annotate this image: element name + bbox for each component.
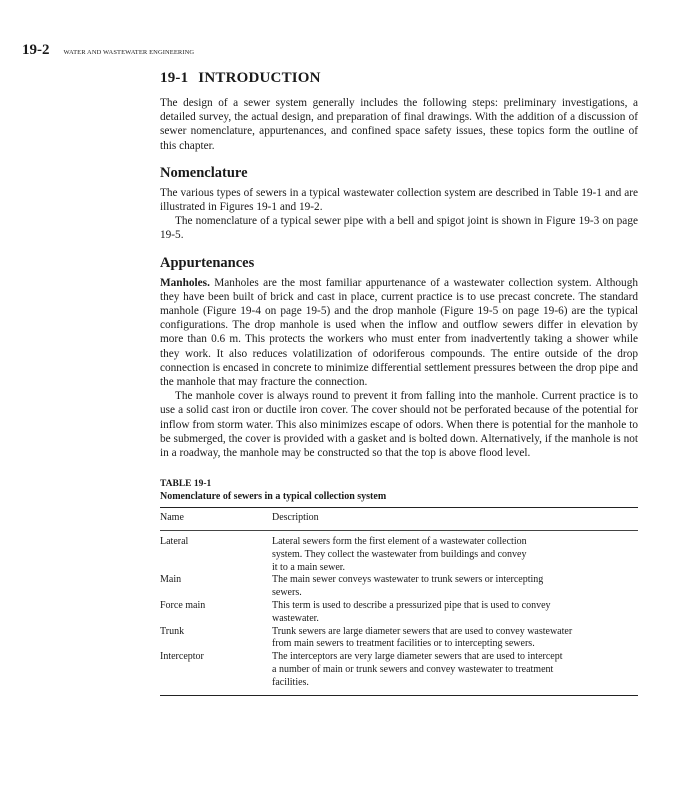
nomenclature-heading: Nomenclature (160, 164, 248, 181)
book-title: WATER AND WASTEWATER ENGINEERING (63, 49, 195, 56)
description-line: sewers. (272, 587, 302, 599)
section-title (160, 70, 638, 87)
table-row (160, 651, 638, 695)
row-description (272, 574, 638, 600)
running-head (22, 42, 194, 59)
row-description (272, 651, 638, 695)
manholes-paragraph-1 (160, 276, 638, 390)
description-line: Lateral sewers form the first element of a wastewater collection (272, 536, 527, 548)
row-name: Trunk (160, 625, 185, 637)
nomenclature-paragraph-1: The various types of sewers in a typical wastewater collection system are described in Table 19-1 and are illustrated in Figures 19-1 and 19-2. (160, 186, 638, 214)
page-content (160, 70, 638, 696)
table-row (160, 574, 638, 600)
manholes-paragraph-1-text: Manholes are the most familiar appurtenance of a wastewater collection system. Although they have been built of brick and cast in place, current practice is to use precast concrete. The standard manhole (Figure 19-4 on page 19-5) and the drop manhole (Figure 19-5 on page 19-6) are the typical configurations. The drop manhole is used when the inflow and outflow sewers differ in elevation by more than 0.6 m. This protects the workers who must enter from inadvertently taking a shower while they work. It also reduces volatilization of odoriferous compounds. The entire outside of the drop connection is encased in concrete to minimize differential settlement pressures between the drop pipe and the manhole that may fracture the connection. (160, 276, 639, 389)
row-name: Main (160, 574, 182, 586)
description-line: This term is used to describe a pressurized pipe that is used to convey (272, 600, 551, 612)
description-line: facilities. (272, 676, 309, 688)
description-line: it to a main sewer. (272, 561, 346, 573)
table-label: TABLE 19-1 (160, 479, 212, 490)
section-title-text: INTRODUCTION (198, 70, 321, 86)
manholes-paragraph-2: The manhole cover is always round to prevent it from falling into the manhole. Current practice is to use a solid cast iron or ductile iron cover. The cover should not be perforated because of the potential for inflow from storm water. This also minimizes escape of odors. When there is potential for the manhole to be submerged, the cover is provided with a gasket and is bolted down. Alternatively, if the manhole is not in a roadway, the manhole may be constructed so that the top is above flood level. (160, 390, 638, 460)
table-header-row (160, 508, 638, 531)
description-line: a number of main or trunk sewers and convey wastewater to treatment (272, 664, 554, 676)
appurtenances-heading: Appurtenances (160, 254, 255, 271)
description-line: The interceptors are very large diameter sewers that are used to intercept (272, 651, 563, 663)
row-description (272, 600, 638, 626)
table-row (160, 600, 638, 626)
table-19-1 (160, 478, 638, 695)
row-name: Lateral (160, 536, 189, 548)
intro-paragraph: The design of a sewer system generally includes the following steps: preliminary investigations, a detailed survey, the actual design, and preparation of final drawings. With the addition of a discussion of sewer nomenclature, appurtenances, and confined space safety issues, these topics form the outline of this chapter. (160, 97, 638, 152)
table-caption: Nomenclature of sewers in a typical collection system (160, 491, 387, 503)
column-header-description: Description (272, 508, 638, 531)
sewer-nomenclature-table (160, 507, 638, 695)
manholes-run-in-heading: Manholes. (160, 276, 210, 289)
row-description (272, 626, 638, 652)
page-number: 19-2 (22, 42, 50, 58)
description-line: wastewater. (272, 612, 319, 624)
column-header-name: Name (160, 508, 272, 531)
description-line: system. They collect the wastewater from buildings and convey (272, 548, 527, 560)
description-line: from main sewers to treatment facilities or to intercepting sewers. (272, 638, 535, 650)
description-line: Trunk sewers are large diameter sewers that are used to convey wastewater (272, 625, 573, 637)
row-name: Force main (160, 600, 206, 612)
nomenclature-paragraph-2: The nomenclature of a typical sewer pipe with a bell and spigot joint is shown in Figure 19-3 on page 19-5. (160, 215, 638, 242)
row-name: Interceptor (160, 651, 272, 695)
section-number: 19-1 (160, 70, 189, 86)
row-description (272, 531, 638, 575)
table-row (160, 531, 638, 575)
description-line: The main sewer conveys wastewater to trunk sewers or intercepting (272, 574, 544, 586)
table-row (160, 626, 638, 652)
